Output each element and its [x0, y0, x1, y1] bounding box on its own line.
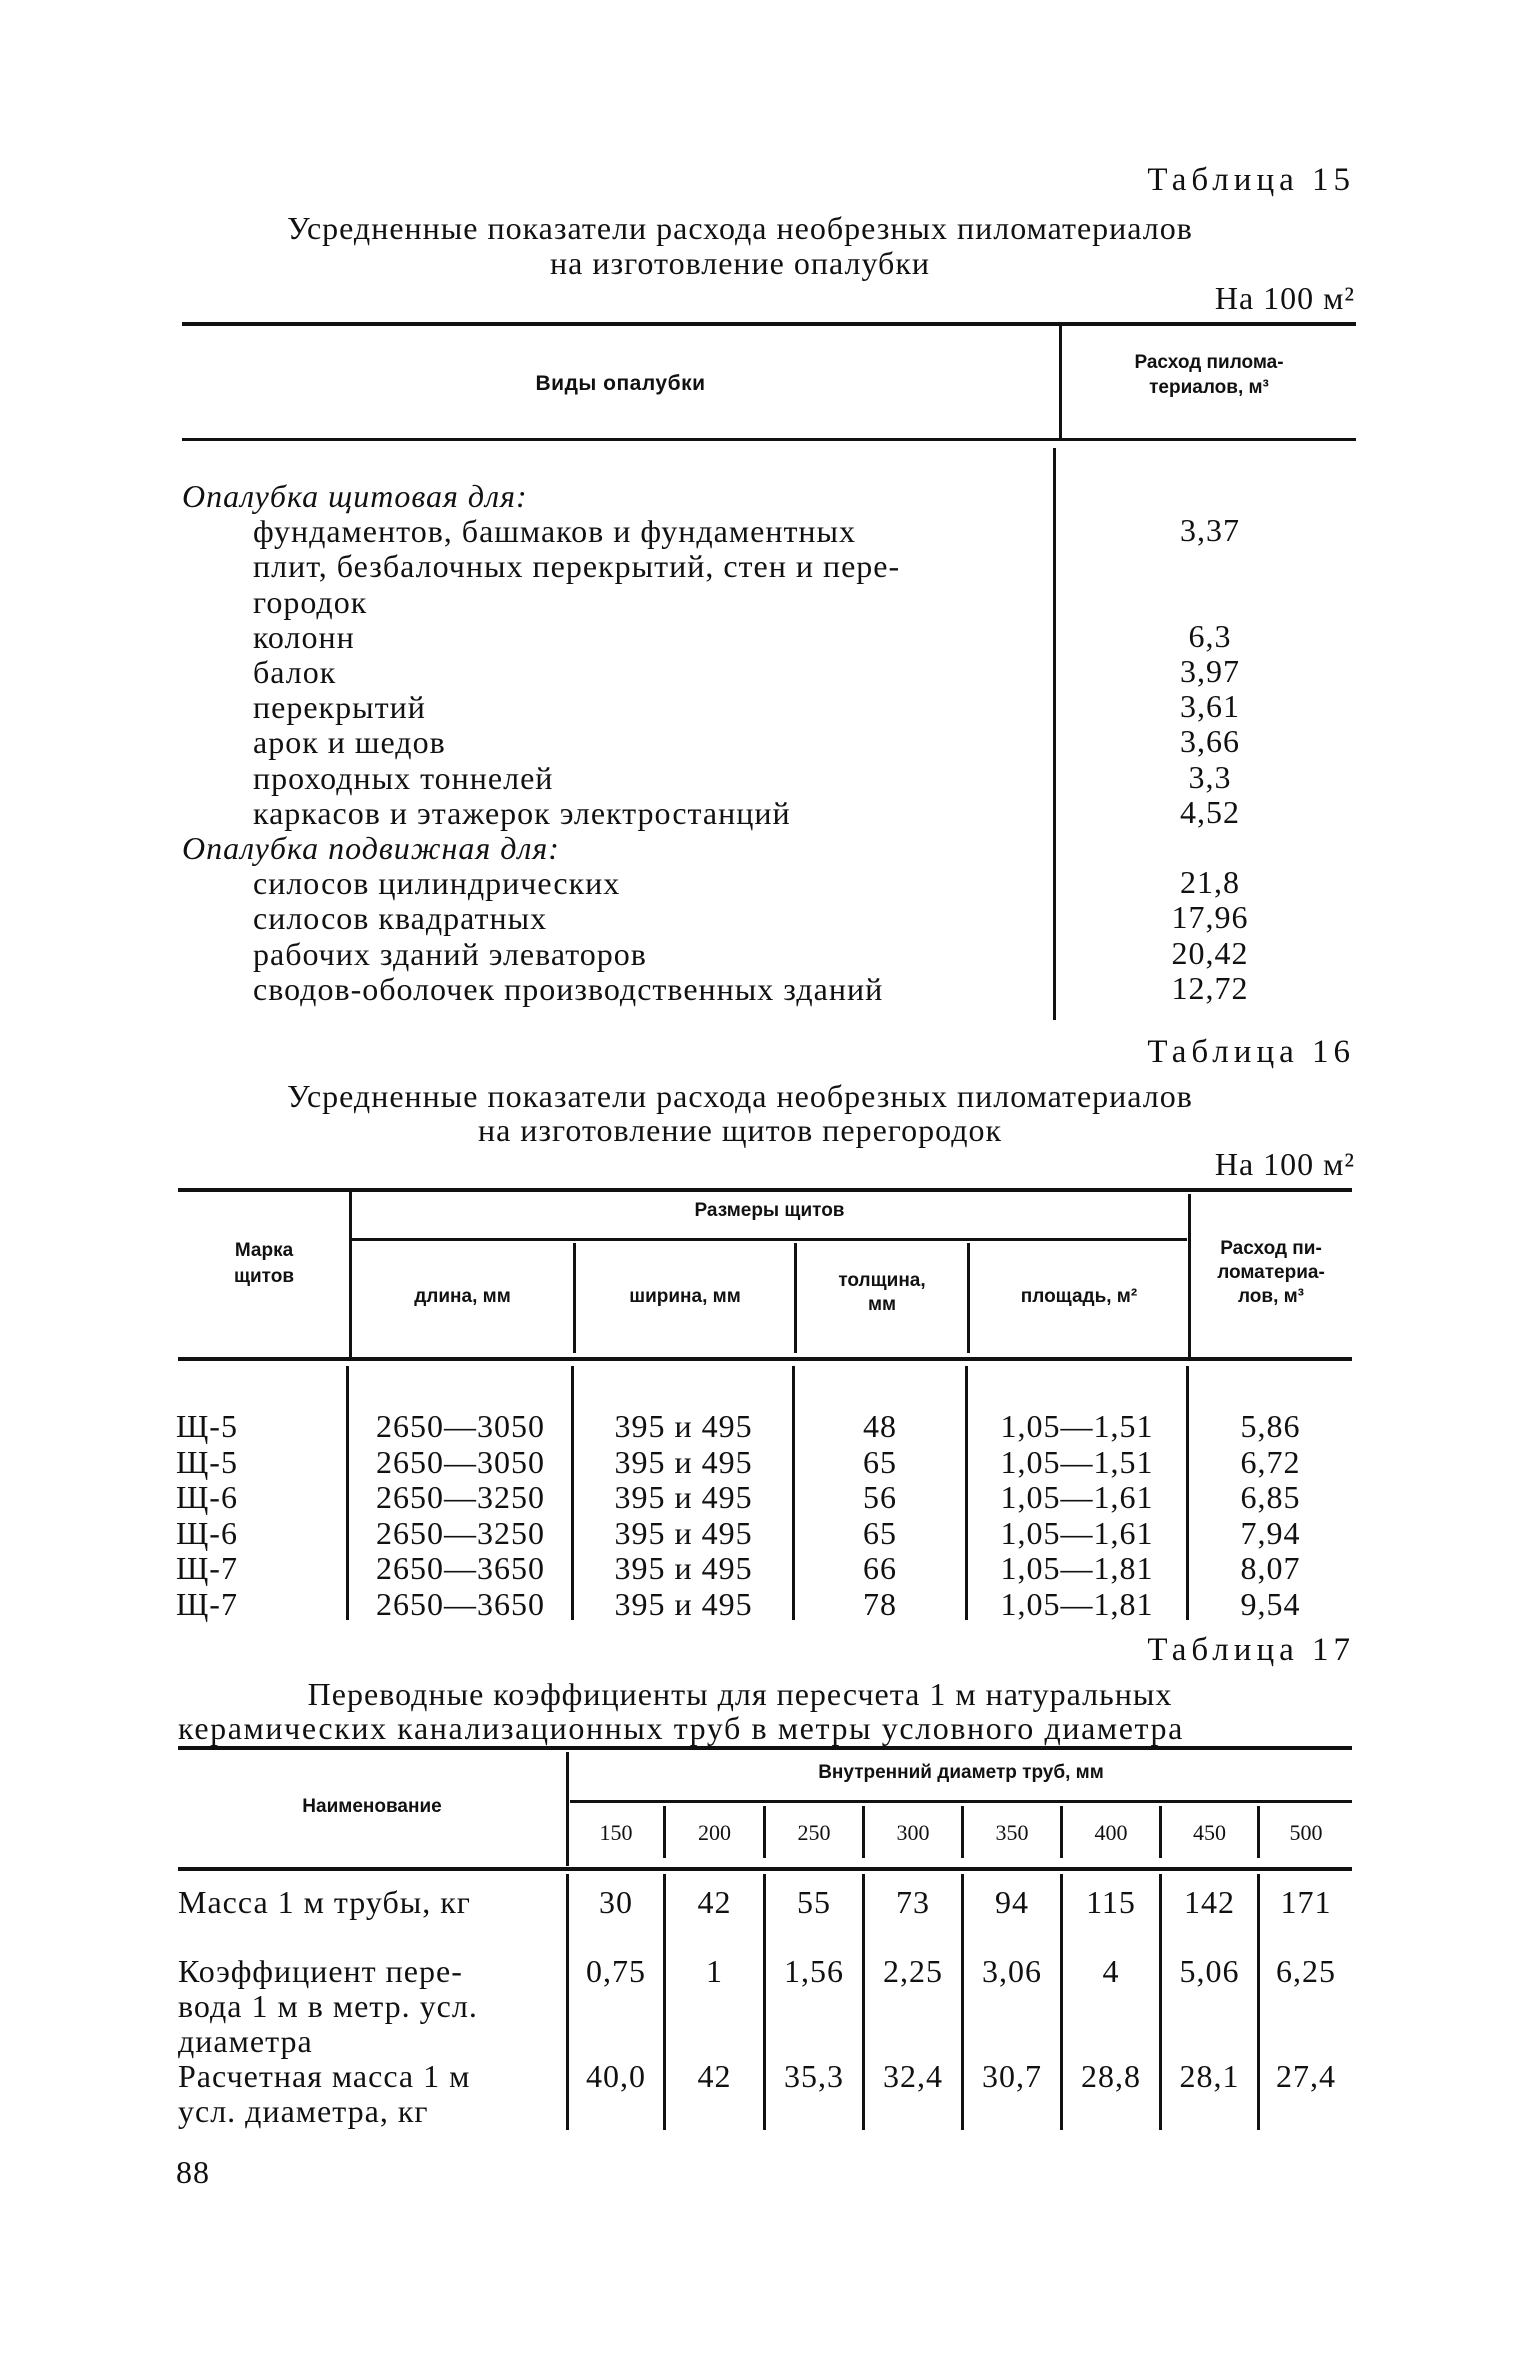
table16-cell-length: 2650—3250: [376, 1479, 545, 1515]
table16-unit: На 100 м²: [1214, 1146, 1355, 1182]
table17-header-divider: [566, 1752, 569, 1866]
table15-row-label: проходных тоннелей: [253, 759, 554, 796]
table16-cell-consumption: 5,86: [1240, 1408, 1301, 1444]
table17-diameter-header: 150: [599, 1820, 633, 1845]
table17-cell: 171: [1280, 1884, 1332, 1920]
table16-cell-mark: Щ-6: [176, 1514, 238, 1551]
table17-cell: 3,06: [982, 1953, 1042, 1989]
table17-cell: 1: [706, 1953, 723, 1989]
table15-row-label: арок и шедов: [253, 724, 446, 761]
table17-row-label: усл. диаметра, кг: [178, 2093, 429, 2129]
table15-col-consumption-1: Расход пилома-: [1134, 352, 1284, 373]
table16-cell-width: 395 и 495: [614, 1479, 753, 1515]
table16-col-thickness-2: мм: [867, 1294, 897, 1315]
table16-cell-thickness: 65: [863, 1443, 897, 1480]
table15-row-value: 17,96: [1171, 899, 1249, 936]
table16-group-sizes: Размеры щитов: [694, 1200, 845, 1221]
table17-row-label: Масса 1 м трубы, кг: [178, 1884, 471, 1920]
table17-cell: 0,75: [586, 1953, 646, 1989]
table15-col-type: Виды опалубки: [535, 372, 706, 395]
table17-diameter-header: 350: [995, 1820, 1029, 1845]
table15-title-line2: на изготовление опалубки: [550, 245, 930, 281]
table15-row-value: 6,3: [1188, 617, 1232, 654]
table15-group-label: Опалубка подвижная для:: [182, 830, 560, 866]
table17-diameter-header: 400: [1094, 1820, 1128, 1845]
table17-cell: 42: [697, 1884, 732, 1920]
table17-title-line2: керамических канализационных труб в метры условного диаметра: [178, 1710, 1184, 1746]
table17-col-name: Наименование: [302, 1796, 442, 1817]
table17-cell: 42: [697, 2058, 732, 2094]
table16-cell-mark: Щ-7: [176, 1550, 238, 1586]
table15-row-value: 3,37: [1180, 512, 1240, 549]
table16-col-mark-1: Марка: [234, 1240, 294, 1261]
table17-diameter-header: 450: [1193, 1820, 1226, 1845]
table17-cell: 1,56: [784, 1953, 844, 1989]
table17-cell: 5,06: [1179, 1953, 1240, 1989]
table17-cell: 32,4: [883, 2058, 943, 2094]
table15-title-line1: Усредненные показатели расхода необрезных пиломатериалов: [287, 210, 1193, 246]
table16-bv2: [571, 1366, 574, 1620]
table16-cell-length: 2650—3050: [376, 1443, 545, 1480]
table17-header-rule: [178, 1867, 1352, 1871]
table17-row-label: Коэффициент пере-: [178, 1953, 463, 1989]
table15-body-divider: [1053, 448, 1056, 1020]
table17-group-diameter: Внутренний диаметр труб, мм: [818, 1762, 1104, 1783]
table16-cell-mark: Щ-7: [176, 1585, 238, 1622]
table16-col-area: площадь, м²: [1020, 1286, 1138, 1307]
table16-cell-length: 2650—3250: [376, 1514, 545, 1551]
table17-cell: 30,7: [982, 2058, 1042, 2094]
table17-diameter-header: 200: [698, 1820, 731, 1845]
table16-cell-mark: Щ-5: [176, 1443, 238, 1480]
table17-title-line1: Переводные коэффициенты для пересчета 1 м натуральных: [307, 1676, 1173, 1712]
table16-cell-thickness: 56: [863, 1479, 897, 1515]
table16-cell-area: 1,05—1,81: [1000, 1550, 1154, 1586]
table17-diameter-header: 500: [1289, 1820, 1323, 1845]
table16-cell-thickness: 65: [863, 1514, 897, 1551]
table16-title-line2: на изготовление щитов перегородок: [477, 1112, 1003, 1148]
table16-cell-consumption: 8,07: [1240, 1550, 1301, 1586]
table15-row-label: силосов цилиндрических: [253, 865, 621, 902]
table16-title-line1: Усредненные показатели расхода необрезных пиломатериалов: [287, 1078, 1193, 1114]
table16-cell-area: 1,05—1,51: [1000, 1443, 1154, 1480]
table17-cell: 2,25: [883, 1953, 943, 1989]
table17-cell: 73: [896, 1884, 930, 1920]
table15-row-value: 12,72: [1171, 969, 1249, 1006]
table16-col-consumption-2: ломатериа-: [1217, 1262, 1325, 1283]
table16-cell-length: 2650—3050: [376, 1408, 545, 1444]
table17-row-label: вода 1 м в метр. усл.: [178, 1988, 478, 2024]
table16-cell-area: 1,05—1,51: [1000, 1408, 1154, 1444]
table17-top-rule: [178, 1746, 1352, 1750]
table17-row-label: диаметра: [178, 2023, 313, 2059]
table15-row-value: 3,97: [1180, 653, 1240, 689]
table16-cell-mark: Щ-6: [176, 1479, 238, 1515]
table17-cell: 142: [1184, 1884, 1235, 1920]
table16-cell-length: 2650—3650: [376, 1550, 545, 1586]
table15-col-consumption-2: териалов, м³: [1149, 377, 1269, 398]
table16-cell-consumption: 9,54: [1240, 1585, 1301, 1622]
table17-diameter-header: 300: [896, 1820, 930, 1845]
table16-cell-width: 395 и 495: [614, 1443, 753, 1480]
table16-caption: Таблица 16: [1147, 1034, 1355, 1070]
table17-caption: Таблица 17: [1147, 1632, 1355, 1668]
table16-cell-mark: Щ-5: [176, 1408, 238, 1444]
table15-row-value: 4,52: [1180, 793, 1240, 830]
table15-row-label: фундаментов, башмаков и фундаментных: [253, 513, 857, 550]
table16-col-width: ширина, мм: [629, 1286, 741, 1307]
table17-cell: 94: [995, 1884, 1029, 1920]
table15-row-value: 21,8: [1180, 864, 1240, 901]
table16-cell-area: 1,05—1,61: [1000, 1514, 1154, 1551]
table17-cell: 4: [1102, 1953, 1120, 1989]
table15-row-label: перекрытий: [253, 689, 426, 726]
table16-cell-length: 2650—3650: [376, 1585, 545, 1622]
page-number: 88: [176, 2154, 210, 2190]
table16-cell-consumption: 7,94: [1240, 1514, 1301, 1551]
table15-row-label: каркасов и этажерок электростанций: [253, 794, 791, 831]
table16-cell-consumption: 6,72: [1240, 1443, 1301, 1480]
table16-bv1: [346, 1366, 349, 1620]
table17-cell: 115: [1086, 1884, 1136, 1920]
table16-cell-width: 395 и 495: [614, 1408, 753, 1444]
table17-cell: 27,4: [1276, 2058, 1336, 2094]
table16-top-rule: [178, 1188, 1352, 1192]
table15-row-label: силосов квадратных: [253, 900, 548, 937]
table17-cell: 40,0: [586, 2058, 646, 2094]
table15-row-label: колонн: [253, 618, 355, 655]
table16-cell-width: 395 и 495: [614, 1514, 753, 1551]
table15-row-label: плит, безбалочных перекрытий, стен и пере-: [253, 548, 901, 585]
table16-header-rule: [178, 1357, 1352, 1361]
table15-row-value: 3,61: [1180, 688, 1240, 725]
table16-cell-thickness: 48: [863, 1408, 897, 1444]
table16-cell-width: 395 и 495: [614, 1585, 753, 1622]
table15-row-label: городок: [253, 583, 368, 620]
table16-col-length: длина, мм: [414, 1286, 511, 1307]
table17-cell: 55: [797, 1884, 831, 1920]
table15-row-value: 3,66: [1180, 723, 1240, 760]
table16-col-mark-2: щитов: [233, 1266, 295, 1287]
table17-row-label: Расчетная масса 1 м: [178, 2058, 471, 2094]
table15-top-rule: [182, 322, 1356, 326]
table16-cell-area: 1,05—1,81: [1000, 1585, 1154, 1622]
table15-row-label: рабочих зданий элеваторов: [253, 935, 647, 972]
table16-cell-width: 395 и 495: [614, 1550, 753, 1586]
table15-row-label: балок: [253, 654, 337, 690]
table16-cell-consumption: 6,85: [1240, 1479, 1301, 1515]
table16-cell-thickness: 66: [863, 1550, 897, 1586]
table17-cell: 28,8: [1081, 2058, 1141, 2094]
table15-group-label: Опалубка щитовая для:: [182, 478, 528, 514]
table15-row-value: 20,42: [1171, 934, 1249, 971]
table16-cell-thickness: 78: [863, 1585, 897, 1622]
table17-sub-rule: [570, 1800, 1352, 1803]
table17-diameter-header: 250: [797, 1820, 831, 1845]
table17-cell: 28,1: [1179, 2058, 1240, 2094]
table15-unit: На 100 м²: [1214, 280, 1355, 316]
table16-col-thickness-1: толщина,: [838, 1270, 926, 1291]
table16-col-consumption-1: Расход пи-: [1220, 1238, 1322, 1259]
table17-cell: 30: [599, 1884, 633, 1920]
table16-sub-rule: [352, 1238, 1187, 1241]
table17-cell: 6,25: [1276, 1953, 1336, 1989]
table15-row-label: сводов-оболочек производственных зданий: [253, 970, 884, 1007]
table16-col-consumption-3: лов, м³: [1237, 1286, 1305, 1307]
table15-caption: Таблица 15: [1147, 162, 1355, 198]
table17-cell: 35,3: [784, 2058, 844, 2094]
table16-cell-area: 1,05—1,61: [1000, 1479, 1154, 1515]
table15-header-rule: [182, 438, 1356, 441]
table15-row-value: 3,3: [1188, 758, 1232, 795]
